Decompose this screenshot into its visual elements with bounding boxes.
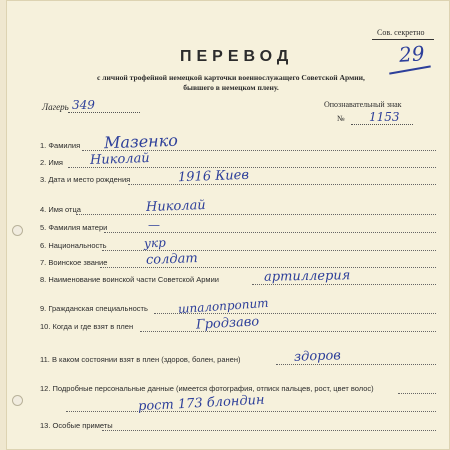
field-label: 7. Воинское звание <box>40 258 108 267</box>
field-line <box>398 393 436 394</box>
field-value: Николай <box>89 150 150 169</box>
field-label: 12. Подробные персональные данные (имеется фотография, отпиcк пальцев, рост, цвет волос) <box>40 384 374 393</box>
document-title: ПЕРЕВОД <box>180 48 294 65</box>
field-line <box>140 331 436 332</box>
camp-label: Лагерь <box>42 102 69 112</box>
field-label: 13. Особые приметы <box>40 421 113 430</box>
field-label: 9. Гражданская специальность <box>40 304 148 313</box>
field-line <box>102 430 436 431</box>
field-line <box>128 184 436 185</box>
field-value: 1916 Киев <box>177 167 250 186</box>
field-label: 3. Дата и место рождения <box>40 175 131 184</box>
document-subtitle: с личной трофейной немецкой карточки военнослужащего Советской Армии, бывшего в немецком плену. <box>97 73 365 92</box>
field-line <box>68 167 436 168</box>
field-value: здоров <box>293 348 342 365</box>
secret-mark-underline <box>372 39 434 40</box>
binder-hole <box>12 395 23 406</box>
field-label: 8. Наименование воинской части Советской Армии <box>40 275 219 284</box>
ident-number-label: № <box>337 114 345 123</box>
field-line <box>76 214 436 215</box>
field-line <box>104 232 436 233</box>
field-label: 11. В каком состоянии взят в плен (здоров, болен, ранен) <box>40 355 241 364</box>
field-value: шпалопропит <box>177 295 269 317</box>
field-value: солдат <box>145 251 198 268</box>
secret-mark: Сов. секретно <box>377 28 425 37</box>
ident-line <box>351 124 413 125</box>
field-value: укр <box>143 235 167 251</box>
field-label: 2. Имя <box>40 158 63 167</box>
field-label: 4. Имя отца <box>40 205 81 214</box>
ident-label: Опознавательный знак <box>324 100 402 109</box>
field-value: Николай <box>145 197 206 216</box>
field-label: 5. Фамилия матери <box>40 223 108 232</box>
page-number-underline <box>389 65 431 74</box>
field-line <box>66 411 436 412</box>
field-label: 6. Национальность <box>40 241 107 250</box>
document-page <box>6 0 450 450</box>
field-label: 10. Когда и где взят в плен <box>40 322 134 331</box>
field-value: Мазенко <box>103 130 179 153</box>
field-value: рост 173 блондин <box>137 392 265 415</box>
field-line <box>102 250 436 251</box>
camp-line <box>68 112 140 113</box>
field-value: артиллерия <box>263 268 351 285</box>
field-label: 1. Фамилия <box>40 141 81 150</box>
ident-value: 1153 <box>369 110 400 124</box>
page-number: 29 <box>398 41 426 67</box>
binder-hole <box>12 225 23 236</box>
camp-value: 349 <box>72 98 95 112</box>
field-value: Гродзаво <box>195 314 260 333</box>
field-value: — <box>148 218 160 232</box>
